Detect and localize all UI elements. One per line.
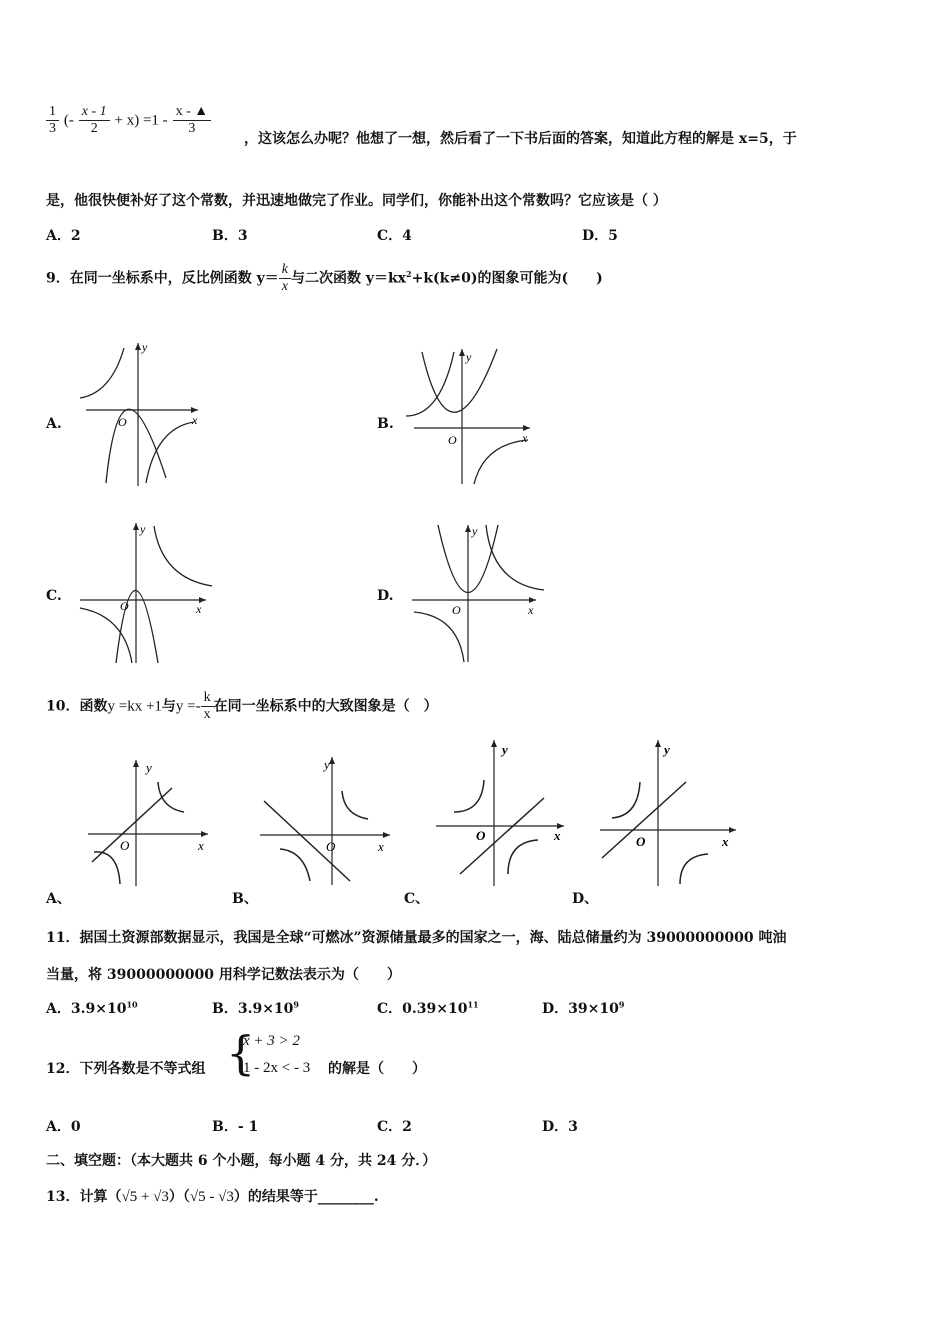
q10b-hyperbola-upper bbox=[342, 791, 368, 819]
q13-expr1: √5 + √3 bbox=[121, 1189, 169, 1205]
q9a-x-label: x bbox=[192, 413, 198, 427]
q12-inequality-1: x + 3 > 2 bbox=[243, 1033, 300, 1049]
section2-title: 二、填空题：（本大题共 6 个小题，每小题 4 分，共 24 分．） bbox=[46, 1153, 437, 1169]
q9a-hyperbola-lower bbox=[146, 422, 194, 483]
q9a-hyperbola-upper bbox=[80, 348, 124, 398]
q9b-y-label: y bbox=[466, 350, 472, 364]
q9-graph-b bbox=[402, 344, 537, 489]
q8-frac-x-blank: $\frac{x - ▲}{3}$ bbox=[173, 104, 212, 137]
q9-graph-c bbox=[76, 518, 216, 666]
q12-brace: { bbox=[226, 1026, 256, 1080]
q9b-origin-label: O bbox=[448, 433, 457, 447]
q9-label-b: B. bbox=[377, 416, 394, 432]
q10b-origin-label: O bbox=[326, 839, 336, 854]
q12-prefix: 12．下列各数是不等式组 bbox=[46, 1061, 206, 1077]
q10-label-c: C、 bbox=[404, 891, 430, 907]
q9-label-a: A. bbox=[46, 416, 62, 432]
q13-question: 13．计算（√5 + √3）（√5 - √3）的结果等于________. bbox=[46, 1189, 379, 1205]
q10d-hyperbola-lower bbox=[680, 854, 708, 884]
q9c-origin-label: O bbox=[120, 599, 129, 613]
q10-graph-b bbox=[258, 755, 398, 887]
q10d-hyperbola-upper bbox=[612, 782, 640, 818]
q10a-hyperbola-upper bbox=[158, 782, 184, 812]
q9-label-d: D. bbox=[377, 588, 394, 604]
q8-frac-1-3: $\frac{1}{3}$ bbox=[46, 104, 59, 137]
q9a-origin-label: O bbox=[118, 415, 127, 429]
q8-text-line1: ，这该怎么办呢？他想了一想，然后看了一下书后面的答案，知道此方程的解是 x=5，于 bbox=[244, 131, 797, 147]
q11-option-c: C．$0.39\times 10^{11}$ bbox=[377, 999, 479, 1017]
q9b-x-label: x bbox=[522, 431, 528, 445]
q9-graph-d bbox=[406, 520, 546, 665]
q10b-hyperbola-lower bbox=[280, 849, 310, 881]
q9b-hyperbola-upper bbox=[406, 352, 454, 416]
q12-suffix: 的解是（ ） bbox=[328, 1061, 426, 1077]
q10a-origin-label: O bbox=[120, 838, 130, 853]
q12-option-c: C．2 bbox=[377, 1119, 412, 1135]
q10-label-a: A、 bbox=[46, 891, 71, 907]
q10d-x-label: x bbox=[722, 834, 729, 849]
q9d-hyperbola-lower bbox=[414, 612, 464, 662]
q10c-origin-label: O bbox=[476, 828, 486, 843]
q12-option-b: B．- 1 bbox=[212, 1119, 259, 1135]
q10a-x-label: x bbox=[198, 838, 204, 853]
q11-option-a: A．$3.9\times 10^{10}$ bbox=[46, 999, 138, 1017]
q9d-x-label: x bbox=[528, 603, 534, 617]
q10-label-b: B、 bbox=[232, 891, 258, 907]
q8-frac-x-1: $\frac{x - 1}{2}$ bbox=[79, 104, 110, 137]
q10-graph-d bbox=[598, 738, 740, 888]
q8-option-d: D．5 bbox=[582, 228, 618, 244]
q10-question: 10．函数y =kx +1与y =- $\frac{k}{x}$ 在同一坐标系中的大致图象是（ ） bbox=[46, 690, 438, 722]
q10c-x-label: x bbox=[554, 828, 561, 843]
q9c-x-label: x bbox=[196, 602, 202, 616]
q9d-hyperbola-upper bbox=[486, 525, 544, 590]
q9a-parabola bbox=[106, 409, 166, 483]
q9-label-c: C. bbox=[46, 588, 62, 604]
q12-inequality-2: 1 - 2x < - 3 bbox=[243, 1060, 311, 1076]
q11-option-b: B．$3.9\times 10^9$ bbox=[212, 999, 299, 1017]
q12-option-d: D．3 bbox=[542, 1119, 578, 1135]
q8-equation: $\frac{1}{3}$ (- $\frac{x - 1}{2}$ + x) =1 - $\frac{x - ▲}{3}$ bbox=[46, 104, 211, 137]
q12-option-a: A．0 bbox=[46, 1119, 81, 1135]
q9-graph-a bbox=[76, 338, 206, 488]
q10b-x-label: x bbox=[378, 839, 384, 854]
q10a-line bbox=[92, 788, 172, 862]
q10c-y-label: y bbox=[502, 742, 508, 757]
q11-option-d: D．$39\times 10^9$ bbox=[542, 999, 625, 1017]
q10b-y-label: y bbox=[324, 757, 330, 772]
q8-option-a: A．2 bbox=[46, 228, 81, 244]
q9d-origin-label: O bbox=[452, 603, 461, 617]
q10a-y-label: y bbox=[146, 760, 152, 775]
q8-option-b: B．3 bbox=[212, 228, 248, 244]
q8-text-line2: 是，他很快便补好了这个常数，并迅速地做完了作业。同学们，你能补出这个常数吗？它应该是（ ） bbox=[46, 193, 667, 209]
q9-question: 9．在同一坐标系中，反比例函数 y＝ $\frac{k}{x}$ 与二次函数 $y=kx^2+k(k\ne 0)$的图象可能为( ) bbox=[46, 262, 603, 294]
q10c-line bbox=[460, 798, 544, 874]
q9-frac-k-x: $\frac{k}{x}$ bbox=[279, 262, 291, 295]
q10-graph-c bbox=[434, 738, 569, 888]
q13-expr2: √5 - √3 bbox=[189, 1189, 234, 1205]
q10d-y-label: y bbox=[664, 742, 670, 757]
q10c-hyperbola-upper bbox=[454, 780, 484, 812]
q9a-y-label: y bbox=[142, 340, 148, 354]
q8-option-c: C．4 bbox=[377, 228, 412, 244]
q10-frac-k-x: $\frac{k}{x}$ bbox=[201, 690, 214, 723]
q11-text-line2: 当量，将 39000000000 用科学记数法表示为（ ） bbox=[46, 967, 401, 983]
q9c-hyperbola-lower bbox=[80, 608, 132, 663]
q10-label-d: D、 bbox=[572, 891, 599, 907]
q9c-y-label: y bbox=[140, 522, 146, 536]
q10c-hyperbola-lower bbox=[508, 840, 538, 874]
q11-text-line1: 11．据国土资源部数据显示，我国是全球“可燃冰”资源储量最多的国家之一，海、陆总储量约为 39000000000 吨油 bbox=[46, 930, 787, 946]
q9c-hyperbola-upper bbox=[154, 526, 212, 586]
q10-graph-a bbox=[86, 758, 211, 888]
q10d-origin-label: O bbox=[636, 834, 646, 849]
q9b-hyperbola-lower bbox=[474, 440, 528, 484]
q9d-y-label: y bbox=[472, 524, 478, 538]
